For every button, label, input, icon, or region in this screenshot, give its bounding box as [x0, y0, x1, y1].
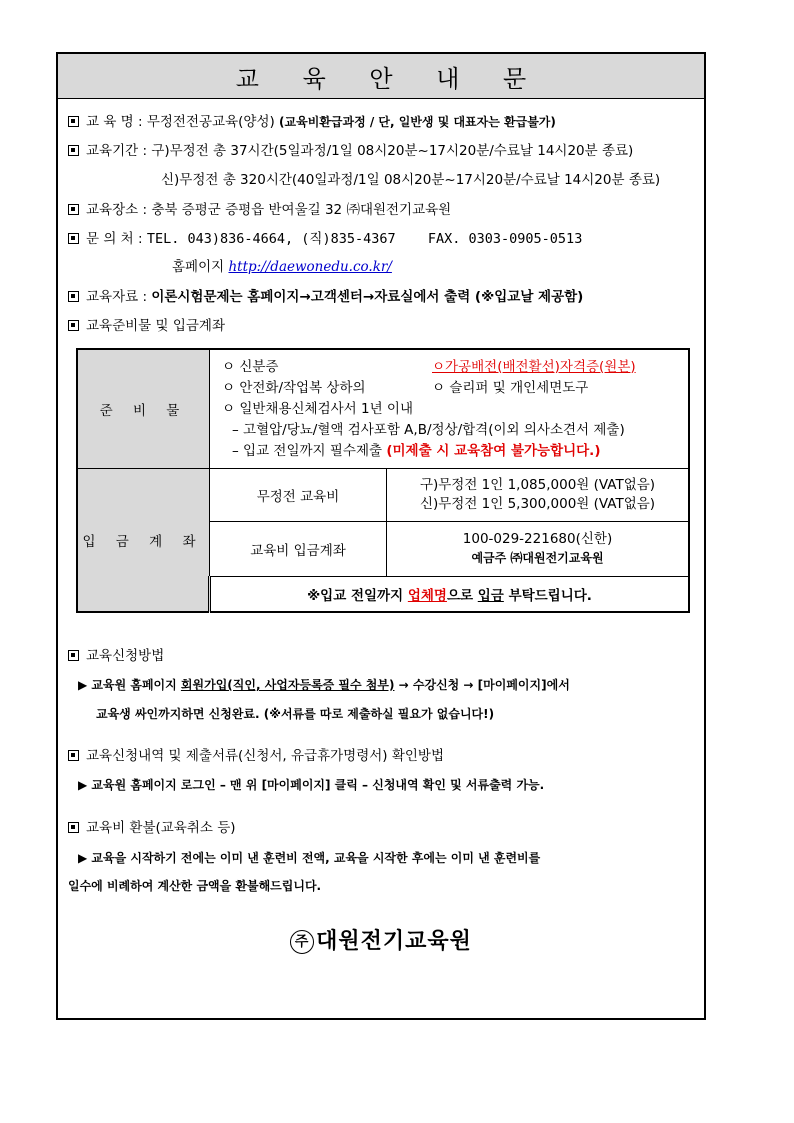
course-name-value: 무정전전공교육(양성): [146, 114, 275, 130]
materials-row: [68, 287, 583, 307]
prep-row-2: [210, 378, 688, 399]
contact-tel: TEL. 043)836-4664, (직)835-4367: [146, 231, 396, 247]
refund-line-1-text: ▶ 교육을 시작하기 전에는 이미 낸 훈련비 전액, 교육을 시작한 후에는 이미 낸 훈련비를: [78, 851, 541, 865]
apply-heading: 교육신청방법: [86, 648, 165, 664]
apply-heading-row: [68, 646, 164, 666]
apply-line-1b: 회원가입(직인, 사업자등록증 필수 첨부): [180, 678, 395, 692]
prep-heading-row: [68, 316, 225, 336]
payment-note-mid: 으로: [446, 588, 474, 604]
square-bullet-icon: [68, 116, 79, 127]
apply-line-1: [78, 675, 570, 695]
materials-label: 교육자료 :: [86, 289, 148, 305]
period-row-2: [161, 170, 660, 190]
period-line-old: 구)무정전 총 37시간(5일과정/1일 08시20분~17시20분/수료날 14시20분 종료): [151, 143, 634, 159]
square-bullet-icon: [68, 822, 79, 833]
payment-note-suffix: 부탁드립니다.: [508, 588, 592, 604]
fee-value-cell: [387, 469, 690, 522]
square-bullet-icon: [68, 750, 79, 761]
course-name-row: [68, 112, 556, 132]
confirm-heading-row: [68, 746, 444, 766]
prep-item-slippers: ㅇ 슬리퍼 및 개인세면도구: [432, 379, 589, 396]
prep-row-1: [210, 357, 688, 378]
refund-line-1: [78, 848, 540, 868]
payment-note-pay: 입금: [477, 588, 504, 604]
prep-payment-table: [76, 348, 690, 613]
page-title: 교 육 안 내 문: [235, 64, 545, 93]
prep-item-workwear: ㅇ 안전화/작업복 상하의: [222, 379, 366, 396]
location-value: 충북 증평군 증평읍 반여울길 32 ㈜대원전기교육원: [151, 202, 452, 218]
course-name-label: 교 육 명 :: [86, 114, 143, 130]
signature: [58, 924, 704, 955]
location-label: 교육장소 :: [86, 202, 148, 218]
contact-fax: FAX. 0303-0905-0513: [427, 231, 583, 247]
prep-row-5: [210, 441, 688, 462]
prep-label: 준 비 물: [99, 403, 188, 419]
period-label: 교육기간 :: [86, 143, 148, 159]
fee-line-new: 신)무정전 1인 5,300,000원 (VAT없음): [419, 496, 656, 512]
prep-item-deadline: – 입교 전일까지 필수제출: [232, 442, 383, 459]
period-row: [68, 141, 633, 161]
prep-item-license: ㅇ가공배전(배전활선)자격증(원본): [432, 358, 636, 375]
confirm-line: [78, 775, 544, 795]
title-bar: [58, 54, 704, 99]
square-bullet-icon: [68, 204, 79, 215]
homepage-label: 홈페이지: [172, 259, 225, 275]
payment-label: 입 금 계 좌: [82, 534, 204, 550]
square-bullet-icon: [68, 650, 79, 661]
account-label: 교육비 입금계좌: [250, 543, 346, 559]
square-bullet-icon: [68, 145, 79, 156]
prep-item-blood-test: – 고혈압/당뇨/혈액 검사포함 A,B/정상/합격(이외 의사소견서 제출): [232, 421, 625, 438]
refund-heading: 교육비 환불(교육취소 등): [86, 820, 236, 836]
payment-label-cell: [77, 469, 210, 613]
prep-label-cell: [77, 349, 210, 469]
prep-item-id: ㅇ 신분증: [222, 358, 279, 375]
fee-label: 무정전 교육비: [256, 489, 340, 505]
fee-line-old: 구)무정전 1인 1,085,000원 (VAT없음): [419, 477, 656, 493]
location-row: [68, 200, 451, 220]
period-line-new: 신)무정전 총 320시간(40일과정/1일 08시20분~17시20분/수료날 14시20분 종료): [161, 172, 661, 188]
confirm-heading: 교육신청내역 및 제출서류(신청서, 유급휴가명령서) 확인방법: [86, 748, 445, 764]
payment-note-company: 업체명: [407, 588, 447, 604]
square-bullet-icon: [68, 320, 79, 331]
contact-label: 문 의 처 :: [86, 231, 143, 247]
confirm-line-text: ▶ 교육원 홈페이지 로그인 – 맨 위 [마이페이지] 클릭 – 신청내역 확인 및 서류출력 가능.: [78, 778, 545, 792]
notice-frame: [56, 52, 706, 1020]
signature-name: 대원전기교육원: [316, 929, 472, 954]
homepage-link[interactable]: http://daewonedu.co.kr/: [228, 259, 392, 275]
account-value-cell: [387, 522, 690, 577]
apply-line-1a: ▶ 교육원 홈페이지: [78, 678, 177, 692]
prep-items-cell: [210, 349, 690, 469]
payment-note-cell: [210, 577, 690, 613]
apply-line-2: [96, 704, 494, 724]
prep-row-3: [210, 399, 688, 420]
corporation-mark-icon: 주: [290, 930, 314, 954]
refund-line-2: [68, 876, 321, 896]
square-bullet-icon: [68, 291, 79, 302]
account-label-cell: [210, 522, 387, 577]
account-number: 100-029-221680(신한): [462, 531, 613, 547]
square-bullet-icon: [68, 233, 79, 244]
refund-line-2-text: 일수에 비례하여 계산한 금액을 환불해드립니다.: [68, 879, 322, 893]
prep-item-health-check: ㅇ 일반채용신체검사서 1년 이내: [222, 400, 413, 417]
prep-item-warning: (미제출 시 교육참여 불가능합니다.): [386, 442, 601, 459]
contact-row: [68, 229, 582, 249]
apply-line-1c: → 수강신청 → [마이페이지]에서: [398, 678, 570, 692]
prep-row-4: [210, 420, 688, 441]
fee-label-cell: [210, 469, 387, 522]
materials-value: 이론시험문제는 홈페이지→고객센터→자료실에서 출력 (※입교날 제공함): [151, 289, 584, 305]
payment-note-prefix: ※입교 전일까지: [307, 588, 404, 604]
homepage-row: [172, 257, 392, 277]
prep-heading: 교육준비물 및 입금계좌: [86, 318, 225, 334]
course-name-note: (교육비환급과정 / 단, 일반생 및 대표자는 환급불가): [279, 115, 556, 129]
refund-heading-row: [68, 818, 236, 838]
apply-line-2-text: 교육생 싸인까지하면 신청완료. (※서류를 따로 제출하실 필요가 없습니다!): [96, 707, 495, 721]
account-holder: 예금주 ㈜대원전기교육원: [471, 551, 604, 565]
